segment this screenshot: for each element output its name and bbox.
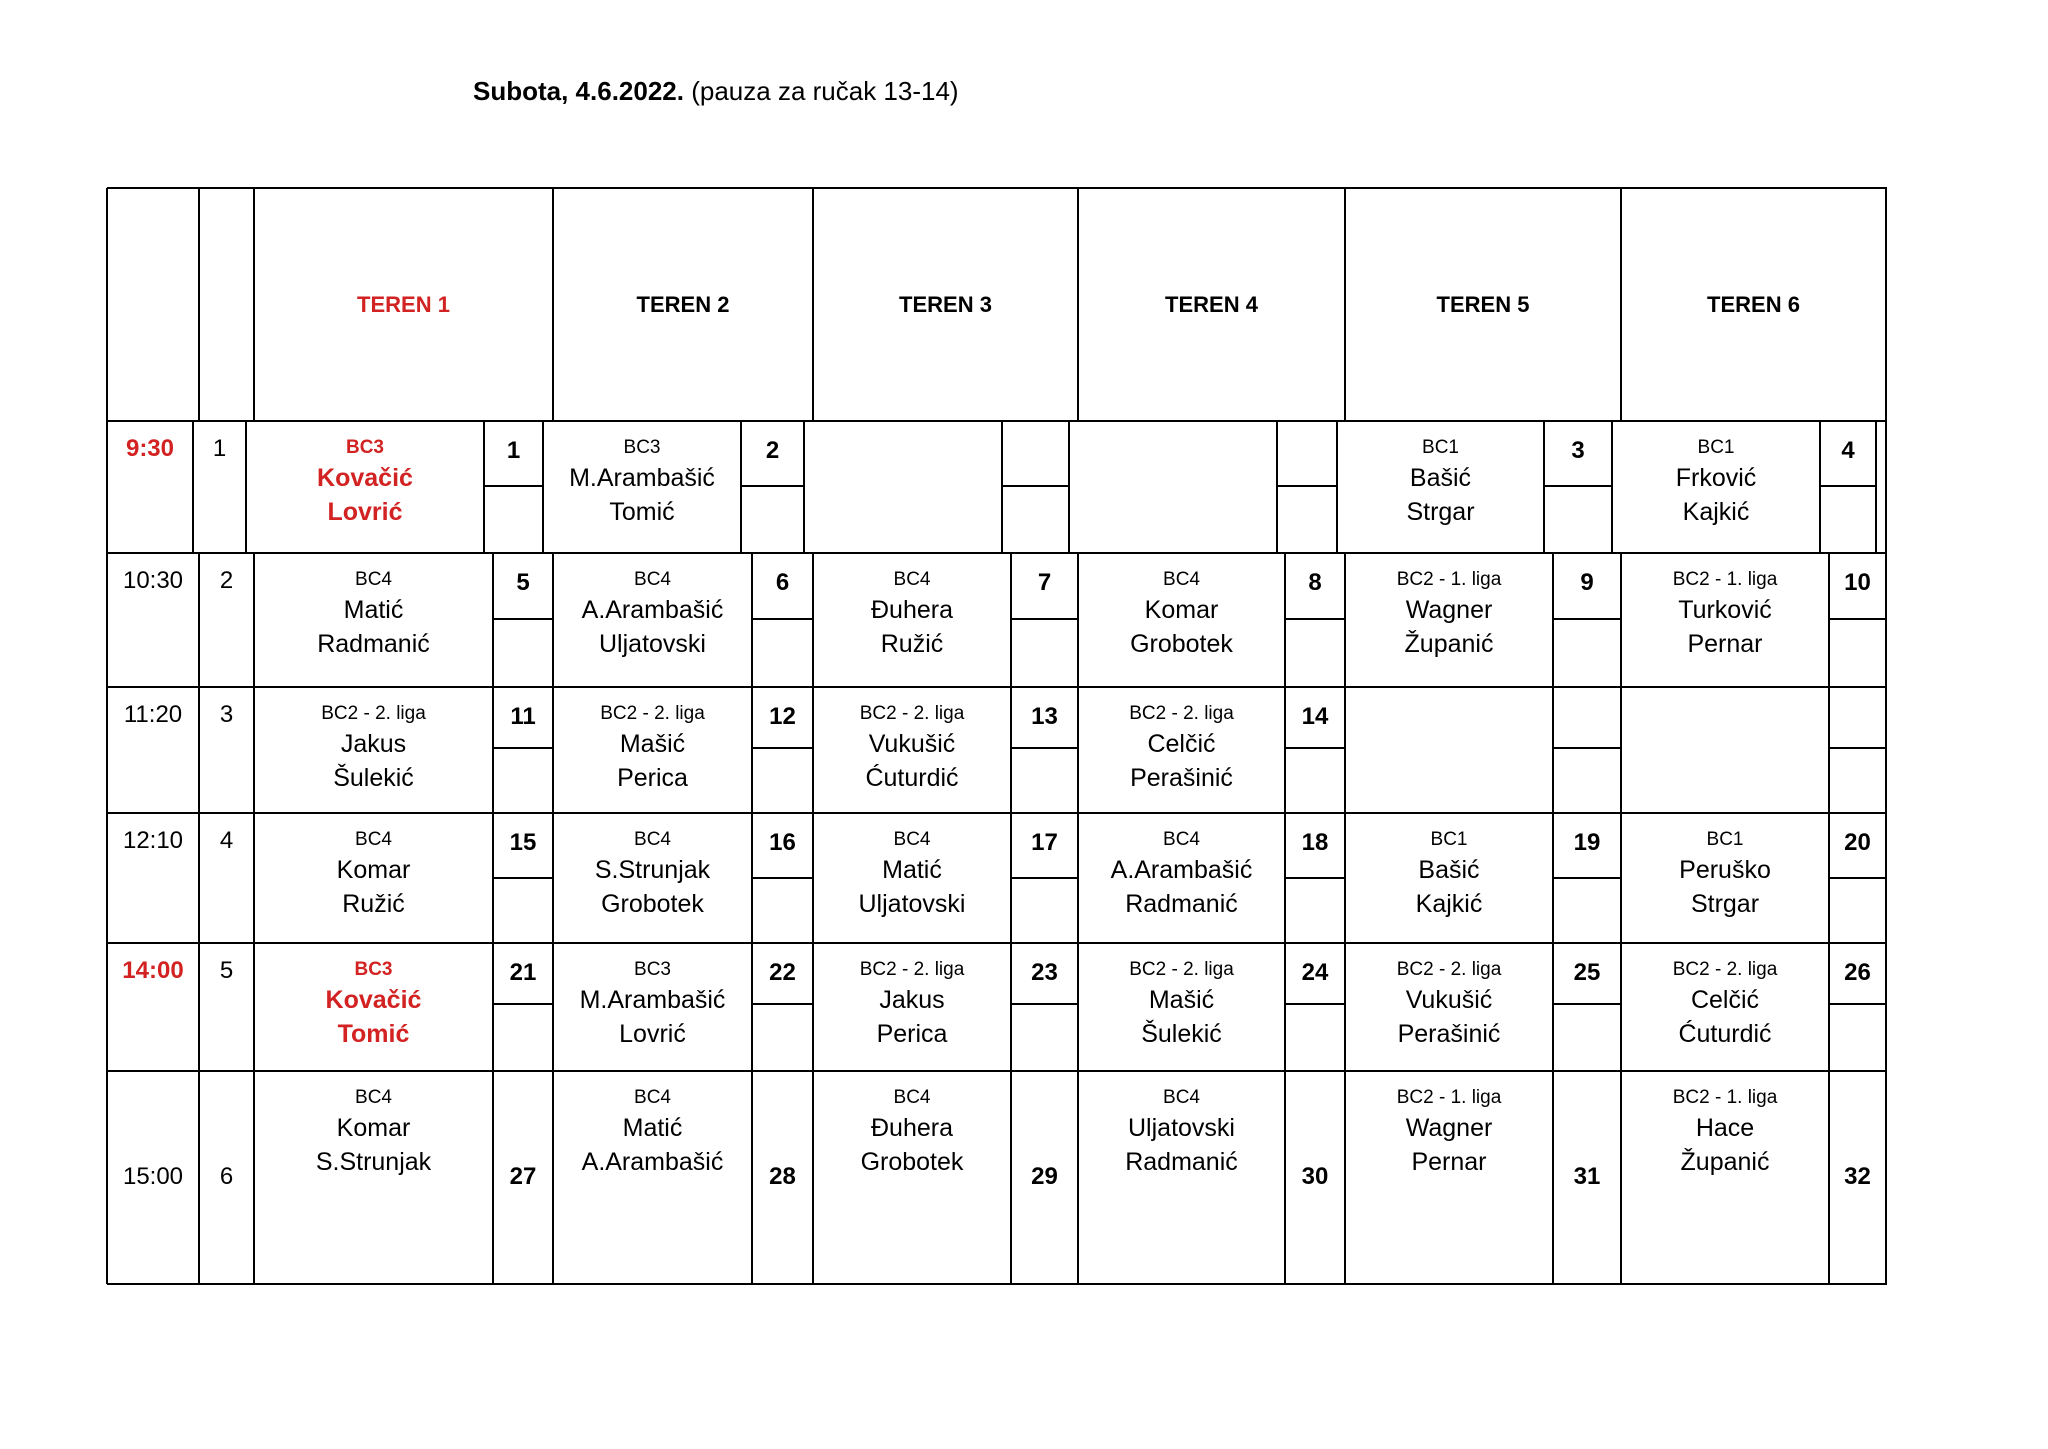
round-cell [199,813,254,943]
match-number-cell [1011,687,1078,748]
match-number-cell [484,421,543,486]
match-number-cell [1553,1071,1621,1284]
match-player: Uljatovski [599,630,706,658]
match-number: 7 [1037,569,1052,596]
match-number-cell [1285,553,1345,619]
match-cell [1078,943,1285,1071]
match-number: 10 [1844,569,1871,596]
match-category: BC1 [1422,437,1459,458]
match-category: BC4 [355,1087,392,1108]
match-player: Grobotek [860,1148,964,1176]
match-category: BC2 - 2. liga [1129,959,1234,980]
match-number: 21 [509,959,537,986]
match-category: BC4 [893,829,931,850]
match-category: BC4 [893,569,931,590]
match-number-cell [752,687,813,748]
match-player: Pernar [1687,630,1763,658]
match-number: 32 [1844,1162,1871,1190]
match-number-cell [1829,553,1886,619]
match-number: 20 [1844,829,1871,856]
time-label: 10:30 [122,567,184,594]
match-player: Pernar [1411,1148,1487,1176]
match-category: BC3 [623,437,661,458]
match-player: Vukušić [1405,986,1493,1014]
match-player: Peruško [1679,856,1771,884]
match-number-cell [1011,553,1078,619]
match-cell [813,813,1011,943]
match-number-cell [493,553,553,619]
round-number: 1 [212,435,227,462]
match-player: Bašić [1409,464,1472,492]
match-category: BC1 [1697,437,1735,458]
match-player: Komar [1144,596,1219,624]
match-cell [254,553,493,687]
row-border [1885,421,1887,553]
round-number: 5 [219,957,234,984]
match-player: Mašić [619,730,686,758]
match-cell [813,553,1011,687]
match-player: Kajkić [1682,498,1750,526]
match-number-cell [1285,813,1345,878]
match-number-cell [1277,421,1337,486]
round-cell [193,421,246,553]
match-player: Matić [882,856,942,884]
match-cell [1621,1071,1829,1284]
match-number-cell [741,421,804,486]
court-header-5 [1345,188,1621,421]
match-category: BC1 [1430,829,1468,850]
match-player: Grobotek [1130,630,1233,658]
match-number-cell [1829,943,1886,1004]
match-cell [1337,421,1544,553]
time-label: 15:00 [122,1162,184,1190]
match-cell [1621,943,1829,1071]
match-player: Komar [336,856,411,884]
match-number: 28 [769,1162,796,1190]
match-number-cell [752,1071,813,1284]
match-player: Vukušić [868,730,956,758]
match-number-cell [493,943,553,1004]
match-number-cell [493,813,553,878]
time-label: 14:00 [122,957,184,984]
court-header-4 [1078,188,1345,421]
match-cell [1345,813,1553,943]
round-cell [199,1071,254,1284]
match-player: Tomić [609,498,675,526]
header-border [198,188,200,421]
match-category: BC4 [1163,569,1200,590]
match-number-cell [752,553,813,619]
match-player: Matić [622,1114,683,1142]
match-cell [1078,687,1285,813]
match-cell [1621,553,1829,687]
match-player: Ružić [342,890,405,918]
match-number: 27 [509,1162,537,1190]
table-bottom-border [107,1283,1887,1285]
match-cell [254,813,493,943]
time-cell [107,687,199,813]
match-category: BC2 - 2. liga [859,703,965,724]
match-cell [553,1071,752,1284]
match-category: BC2 - 2. liga [1129,703,1234,724]
row-border [1885,943,1887,1071]
match-player: Perica [617,764,688,792]
round-number: 6 [219,1162,234,1190]
match-number-cell [493,1071,553,1284]
match-number-cell [1011,1071,1078,1284]
match-number: 30 [1301,1162,1329,1190]
match-player: Županić [1680,1148,1770,1176]
match-cell [1345,943,1553,1071]
time-cell [107,553,199,687]
match-player: Mašić [1148,986,1215,1014]
match-number-cell [1829,813,1886,878]
match-player: Wagner [1405,1114,1493,1142]
match-player: Strgar [1406,498,1475,526]
match-number: 9 [1580,569,1594,596]
round-number: 4 [219,827,234,854]
match-number: 23 [1031,959,1058,986]
match-player: Županić [1404,630,1494,658]
match-number: 26 [1844,959,1871,986]
match-category: BC2 - 2. liga [600,703,705,724]
match-number: 29 [1031,1162,1058,1190]
match-number-cell [1553,943,1621,1004]
match-number-cell [1002,421,1069,486]
match-number: 22 [769,959,796,986]
match-category: BC3 [354,959,393,980]
match-cell [1621,813,1829,943]
match-category: BC4 [634,829,671,850]
match-number-cell [752,813,813,878]
court-header-label: TEREN 3 [899,291,992,317]
match-cell [1078,813,1285,943]
match-category: BC4 [355,829,392,850]
court-header-label: TEREN 2 [636,291,730,317]
match-player: Tomić [337,1020,410,1048]
round-number: 3 [219,701,234,728]
match-category: BC4 [1163,829,1200,850]
match-player: A.Arambašić [581,1148,724,1176]
match-cell [1612,421,1820,553]
time-cell [107,1071,199,1284]
time-label: 11:20 [123,701,183,728]
match-number: 11 [510,703,536,730]
match-player: Wagner [1405,596,1493,624]
match-category: BC4 [634,1087,671,1108]
match-number-cell [1285,1071,1345,1284]
match-player: Šulekić [333,764,414,792]
court-header-label: TEREN 1 [357,291,450,317]
match-player: Jakus [340,730,407,758]
match-player: Ćuturdić [1678,1020,1772,1048]
match-cell [553,687,752,813]
match-number-cell [1553,813,1621,878]
match-category: BC4 [355,569,392,590]
match-category: BC3 [345,437,384,458]
round-cell [199,687,254,813]
match-player: Hace [1695,1114,1755,1142]
court-header-1 [254,188,553,421]
match-player: Perašinić [1130,764,1233,792]
row-border [1885,553,1887,687]
match-player: Lovrić [619,1020,686,1048]
match-player: Kovačić [325,986,422,1014]
match-player: Uljatovski [858,890,966,918]
match-cell [1345,553,1553,687]
match-cell [553,813,752,943]
row-border [1885,813,1887,943]
match-player: Komar [336,1114,411,1142]
match-player: Radmanić [1125,1148,1238,1176]
match-number-cell [1829,1071,1886,1284]
match-category: BC2 - 1. liga [1396,569,1502,590]
match-player: Frković [1675,464,1757,492]
match-category: BC4 [893,1087,931,1108]
match-player: Kovačić [317,464,413,492]
match-number: 17 [1031,829,1058,856]
match-player: Lovrić [327,498,403,526]
match-player: M.Arambašić [569,464,715,492]
match-number: 8 [1308,569,1322,596]
match-number-cell [1820,421,1876,486]
match-number: 15 [509,829,537,856]
match-number: 16 [769,829,796,856]
match-number: 13 [1031,703,1058,730]
row-border [1885,1071,1887,1284]
match-number: 12 [769,703,796,730]
match-number-cell [1553,553,1621,619]
match-number: 31 [1573,1162,1601,1190]
match-player: Turković [1678,596,1772,624]
match-cell [246,421,484,553]
match-category: BC2 - 2. liga [859,959,965,980]
match-cell [543,421,741,553]
match-cell [1078,1071,1285,1284]
court-header-6 [1621,188,1886,421]
match-cell [1621,687,1829,813]
match-number: 1 [506,437,521,464]
match-number-cell [1544,421,1612,486]
time-cell [107,943,199,1071]
match-player: Jakus [879,986,945,1014]
match-category: BC3 [634,959,671,980]
match-player: Grobotek [601,890,704,918]
match-number-cell [1285,943,1345,1004]
match-cell [1345,1071,1553,1284]
match-cell [553,553,752,687]
match-number-cell [752,943,813,1004]
round-cell [199,553,254,687]
match-number-cell [1829,687,1886,748]
match-number: 2 [765,437,780,464]
title-note: (pauza za ručak 13-14) [691,76,959,106]
match-player: Đuhera [871,596,953,624]
match-player: Perica [876,1020,948,1048]
match-player: A.Arambašić [1110,856,1253,884]
match-cell [553,943,752,1071]
title-day: Subota, 4.6.2022. [473,76,684,106]
match-number-cell [493,687,553,748]
match-number: 4 [1841,437,1855,464]
match-player: Strgar [1690,890,1760,918]
match-category: BC4 [1163,1087,1200,1108]
match-player: M.Arambašić [579,986,726,1014]
match-category: BC4 [634,569,671,590]
match-category: BC2 - 2. liga [321,703,426,724]
match-cell [254,943,493,1071]
match-player: Radmanić [1125,890,1238,918]
match-player: Kajkić [1415,890,1483,918]
match-player: Uljatovski [1128,1114,1235,1142]
court-header-label: TEREN 4 [1165,291,1258,317]
court-header-label: TEREN 6 [1707,291,1800,317]
time-label: 12:10 [122,827,184,854]
round-cell [199,943,254,1071]
match-cell [1069,421,1277,553]
match-player: Bašić [1418,856,1480,884]
court-header-2 [553,188,813,421]
match-number: 18 [1301,829,1329,856]
match-category: BC2 - 1. liga [1396,1087,1502,1108]
match-cell [804,421,1002,553]
match-category: BC2 - 1. liga [1672,569,1778,590]
match-number: 3 [1571,437,1585,464]
match-number: 24 [1301,959,1329,986]
match-number: 5 [516,569,530,596]
match-player: Ćuturdić [865,764,959,792]
match-cell [1345,687,1553,813]
match-category: BC1 [1706,829,1744,850]
match-number: 6 [775,569,790,596]
match-number-cell [1011,943,1078,1004]
match-cell [813,1071,1011,1284]
match-category: BC2 - 1. liga [1672,1087,1778,1108]
match-player: Radmanić [317,630,430,658]
match-player: Celčić [1147,730,1216,758]
match-cell [254,1071,493,1284]
match-player: Perašinić [1397,1020,1501,1048]
match-player: S.Strunjak [594,856,711,884]
match-player: A.Arambašić [581,596,724,624]
match-cell [1078,553,1285,687]
court-header-3 [813,188,1078,421]
match-category: BC2 - 2. liga [1396,959,1502,980]
match-player: S.Strunjak [315,1148,432,1176]
row-border [1885,687,1887,813]
header-border [106,188,108,421]
match-player: Šulekić [1141,1020,1222,1048]
match-number: 25 [1573,959,1601,986]
match-player: Ružić [880,630,944,658]
match-number: 19 [1573,829,1601,856]
court-header-label: TEREN 5 [1436,291,1530,317]
match-player: Celčić [1690,986,1760,1014]
match-player: Đuhera [871,1114,953,1142]
time-label: 9:30 [125,435,175,462]
match-cell [254,687,493,813]
round-number: 2 [219,567,234,594]
match-number-cell [1553,687,1621,748]
match-number-cell [1285,687,1345,748]
time-cell [107,421,193,553]
match-cell [813,687,1011,813]
match-number: 14 [1301,703,1329,730]
match-number-cell [1011,813,1078,878]
time-cell [107,813,199,943]
match-player: Matić [343,596,404,624]
match-cell [813,943,1011,1071]
match-category: BC2 - 2. liga [1672,959,1778,980]
